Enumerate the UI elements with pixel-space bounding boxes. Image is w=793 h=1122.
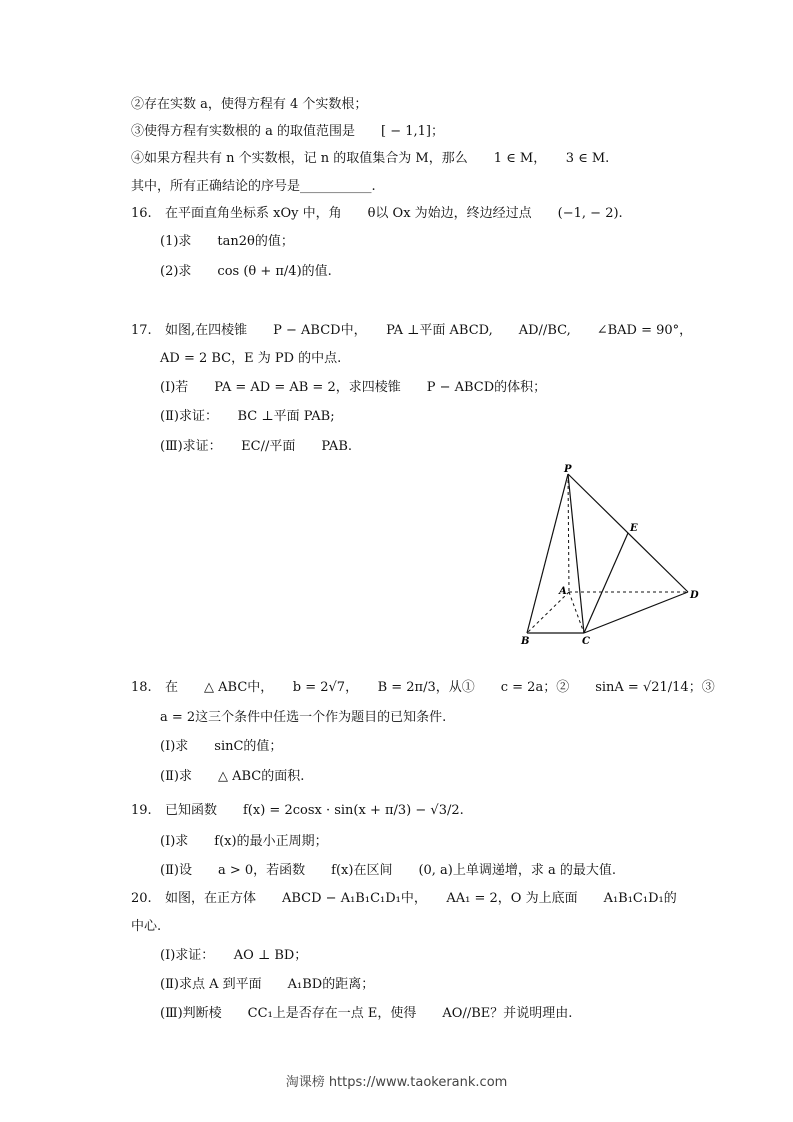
- line-text: (Ⅲ)判断棱 CC₁上是否存在一点 E，使得 AO//BE？并说明理由.: [160, 1006, 573, 1021]
- problem-18-heading: [131, 679, 715, 697]
- problem-20-part-1: [160, 947, 307, 965]
- line-text: 中心.: [131, 919, 162, 934]
- problem-19-heading: [131, 802, 464, 820]
- problem-number: 17.: [131, 323, 152, 338]
- line-text: (Ⅰ)若 PA = AD = AB = 2，求四棱锥 P − ABCD的体积；: [160, 380, 547, 395]
- problem-17-part-1: [160, 379, 546, 397]
- label-d: D: [690, 590, 699, 601]
- problem-number: 20.: [131, 891, 152, 906]
- label-c: C: [582, 636, 590, 647]
- line-text: (Ⅰ)求 sinC的值；: [160, 739, 283, 754]
- problem-number: 19.: [131, 803, 152, 818]
- line-text: (Ⅱ)求 △ ABC的面积.: [160, 769, 305, 784]
- line-text: a = 2这三个条件中任选一个作为题目的已知条件.: [160, 710, 447, 725]
- label-e: E: [630, 523, 638, 534]
- edge-ab: [527, 592, 569, 633]
- line-text: (1)求 tan2θ的值；: [160, 234, 294, 249]
- line-text: 在 △ ABC中， b = 2√7， B = 2π/3，从① c = 2a；② sinA = √21/14；③: [165, 680, 715, 695]
- line-text: (Ⅰ)求 f(x)的最小正周期；: [160, 834, 328, 849]
- line-text: 在平面直角坐标系 xOy 中，角 θ以 Ox 为始边，终边经过点 (−1, − 2).: [165, 206, 623, 221]
- label-a: A: [559, 586, 567, 597]
- edge-pa: [568, 474, 569, 592]
- line-text: 如图,在四棱锥 P − ABCD中， PA ⊥平面 ABCD, AD//BC, ∠BAD = 90°，: [165, 323, 693, 338]
- text-line-1: [131, 96, 367, 114]
- line-text: AD = 2 BC，E 为 PD 的中点.: [160, 351, 342, 366]
- text-line-4: [131, 178, 376, 196]
- page-footer-watermark: 淘课榜 https://www.taokerank.com: [285, 1075, 508, 1090]
- edge-pc: [568, 474, 584, 633]
- problem-number: 18.: [131, 680, 152, 695]
- problem-number: 16.: [131, 206, 152, 221]
- label-p: P: [564, 464, 572, 475]
- problem-20-heading: [131, 890, 677, 908]
- problem-17-part-2: [160, 408, 335, 426]
- problem-16-part-2: [160, 263, 332, 281]
- problem-18-line-2: [160, 709, 446, 727]
- line-text: (Ⅱ)设 a > 0，若函数 f(x)在区间 (0, a)上单调递增，求 a 的最大值.: [160, 863, 617, 878]
- problem-20-part-2: [160, 976, 374, 994]
- line-text: (Ⅲ)求证： EC//平面 PAB.: [160, 439, 353, 454]
- line-text: (Ⅱ)求证： BC ⊥平面 PAB;: [160, 409, 335, 424]
- problem-16-heading: [131, 205, 623, 223]
- line-text: (Ⅱ)求点 A 到平面 A₁BD的距离；: [160, 977, 375, 992]
- line-text: 其中，所有正确结论的序号是___________.: [131, 179, 376, 194]
- line-text: (2)求 cos (θ + π/4)的值.: [160, 264, 332, 279]
- problem-20-line-2: [131, 918, 161, 936]
- problem-17-line-2: [160, 350, 341, 368]
- line-text: ②存在实数 a，使得方程有 4 个实数根；: [131, 97, 368, 112]
- problem-17-heading: [131, 322, 692, 340]
- problem-19-part-2: [160, 862, 616, 880]
- line-text: ④如果方程共有 n 个实数根，记 n 的取值集合为 M，那么 1 ∈ M， 3 ∈ M.: [131, 151, 610, 166]
- line-text: 已知函数 f(x) = 2cosx · sin(x + π/3) − √3/2.: [165, 803, 464, 818]
- problem-20-part-3: [160, 1005, 572, 1023]
- label-b: B: [521, 636, 530, 647]
- problem-18-part-2: [160, 768, 304, 786]
- line-text: 如图，在正方体 ABCD − A₁B₁C₁D₁中， AA₁ = 2，O 为上底面 A₁B₁C₁D₁的: [165, 891, 677, 906]
- line-text: (Ⅰ)求证： AO ⊥ BD；: [160, 948, 308, 963]
- text-line-3: [131, 150, 609, 168]
- edge-pb: [527, 474, 568, 633]
- problem-19-part-1: [160, 833, 328, 851]
- pyramid-figure: [510, 458, 710, 653]
- text-line-2: [131, 123, 444, 141]
- problem-17-part-3: [160, 438, 352, 456]
- problem-16-part-1: [160, 233, 294, 251]
- line-text: ③使得方程有实数根的 a 的取值范围是 [ − 1,1]；: [131, 124, 444, 139]
- problem-18-part-1: [160, 738, 282, 756]
